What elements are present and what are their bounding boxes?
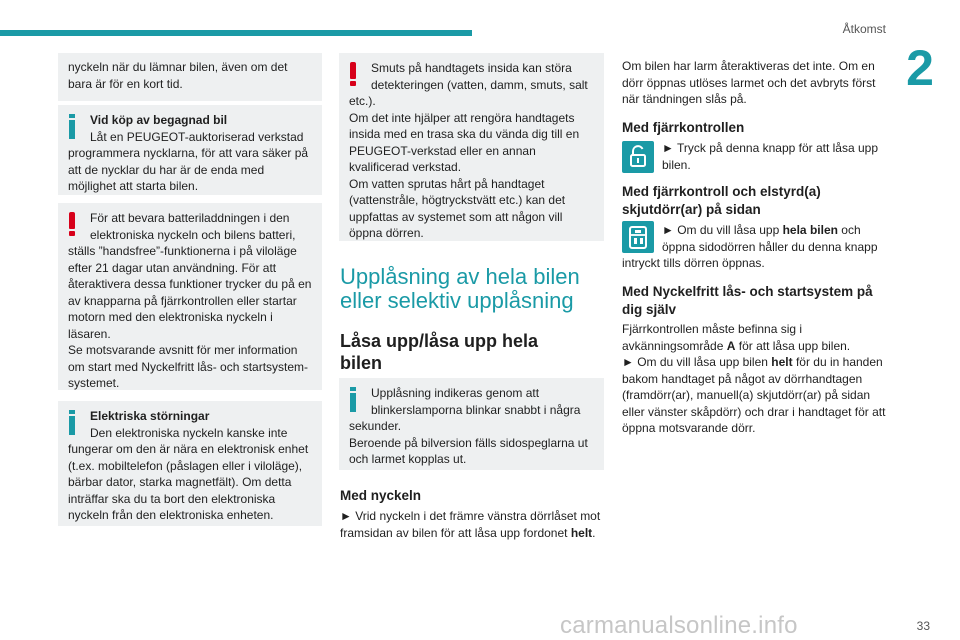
remote-door-post: och — [837, 223, 861, 237]
remote-door-text — [622, 222, 886, 272]
remote-text: ► Tryck på denna knapp för att låsa upp bilen. — [662, 141, 879, 172]
warning-box-battery — [58, 203, 322, 390]
remote-door-heading: Med fjärrkontroll och elstyrd(a) skjutdörr(ar) på sidan — [622, 184, 821, 217]
page-number: 33 — [916, 619, 930, 633]
info-box-interference — [58, 401, 322, 526]
main-heading: Upplåsning av hela bilen eller selektiv upplåsning — [340, 264, 580, 313]
info-text: sekunder. — [349, 419, 402, 433]
info-line: blinkerslamporna blinkar snabbt i några — [371, 402, 581, 417]
info-line: Låt en PEUGEOT-auktoriserad verkstad — [90, 129, 304, 144]
with-key-heading: Med nyckeln — [340, 488, 422, 503]
keyless-t1-bold: A — [726, 338, 736, 353]
with-key-text — [340, 508, 602, 541]
warning-line: elektroniska nyckeln och bilens batteri, — [90, 227, 296, 242]
remote-door-line: öppna sidodörren håller du denna knapp — [662, 239, 878, 254]
keyless-t2-pre: ► Om du vill låsa upp bilen — [622, 355, 772, 369]
keyless-t2-post: för du in handen bakom handtaget på något av dörrhandtagen (framdörr(ar), manuell(a) skjutdörr(ar) på sidan eller vänster skåpdörr) och drar i handtaget för att öppna motsvarande dörr. — [622, 355, 886, 435]
remote-heading: Med fjärrkontrollen — [622, 120, 745, 135]
info-text: fungerar om den är nära en elektronisk enhet (t.ex. mobiltelefon (påslagen eller i viloläge), bärbar dator, starka magnetfält). Om detta inträffar ska du ta bort den elektroniska nyckeln från den elektroniska enheten. — [68, 442, 309, 522]
watermark: carmanualsonline.info — [560, 612, 798, 639]
warning-line: För att bevara batteriladdningen i den — [90, 211, 290, 225]
keyless-heading: Med Nyckelfritt lås- och startsystem på dig själv — [622, 284, 873, 317]
keyless-t1-pre: Fjärrkontrollen måste befinna sig i avkänningsområde — [622, 322, 803, 353]
warning-icon — [69, 212, 81, 238]
keyless-text — [622, 321, 886, 437]
info-text: Beroende på bilversion fälls sidospeglarna ut och larmet kopplas ut. — [349, 435, 588, 466]
info-icon — [69, 410, 81, 436]
info-box-unlock — [339, 378, 604, 470]
warning-box-dirt — [339, 53, 604, 241]
sub-heading: Låsa upp/låsa upp hela bilen — [340, 331, 539, 373]
info-line: Den elektroniska nyckeln kanske inte — [90, 425, 288, 440]
warning-text: Se motsvarande avsnitt för mer information om start med Nyckelfritt lås- och startsystem-systemet. — [68, 343, 309, 390]
warning-line: detekteringen (vatten, damm, smuts, salt — [371, 77, 588, 92]
warning-icon — [350, 62, 362, 88]
continued-note — [58, 53, 322, 101]
info-box-used-car — [58, 105, 322, 195]
info-icon — [350, 387, 362, 413]
warning-text: Om vatten sprutas hårt på handtaget (vattenstråle, högtryckstvätt etc.) kan det uppfattas av systemet som att någon vill öppna dörren. — [349, 176, 566, 240]
remote-door-rest: intryckt tills dörren öppnas. — [622, 256, 765, 270]
remote-door-pre: ► Om du vill låsa upp — [662, 223, 783, 237]
alarm-intro: Om bilen har larm återaktiveras det inte. Om en dörr öppnas utlöses larmet och det avbryts först när tändningen slås på. — [622, 59, 876, 106]
keyless-t1-post: för att låsa upp bilen. — [735, 338, 851, 353]
info-heading: Elektriska störningar — [90, 409, 210, 423]
info-heading: Vid köp av begagnad bil — [90, 113, 228, 127]
section-title: Åtkomst — [842, 22, 886, 36]
chapter-number: 2 — [906, 40, 934, 96]
warning-line: Smuts på handtagets insida kan störa — [371, 61, 572, 75]
with-key-period: . — [592, 525, 596, 540]
info-text: programmera nycklarna, för att vara säker på att de nycklar du har är de enda med möjlighet att starta bilen. — [68, 146, 309, 193]
unlock-icon — [622, 141, 654, 173]
warning-text: Om det inte hjälper att rengöra handtagets insida med en trasa ska du vända dig till en PEUGEOT-verkstad eller en annan kvalificerad verkstad. — [349, 110, 580, 174]
info-line: Upplåsning indikeras genom att — [371, 386, 540, 400]
warning-text: ställs ”handsfree”-funktionerna i på viloläge efter 21 dagar utan användning. För att återaktivera dessa funktioner trycker du på en av knapparna på fjärrkontrollen eller startar motorn med den elektroniska nyckeln i läsaren. — [68, 244, 312, 341]
warning-text: etc.). — [349, 94, 376, 108]
remote-door-bold: hela bilen — [782, 223, 838, 237]
info-icon — [69, 114, 81, 140]
continued-text: nyckeln när du lämnar bilen, även om det bara är för en kort tid. — [68, 60, 288, 91]
keyless-t2-bold: helt — [771, 355, 793, 369]
with-key-body: ► Vrid nyckeln i det främre vänstra dörrlåset mot framsidan av bilen för att låsa upp fordonet — [340, 509, 601, 540]
header-accent-bar — [0, 30, 472, 36]
with-key-bold: helt — [570, 525, 593, 540]
